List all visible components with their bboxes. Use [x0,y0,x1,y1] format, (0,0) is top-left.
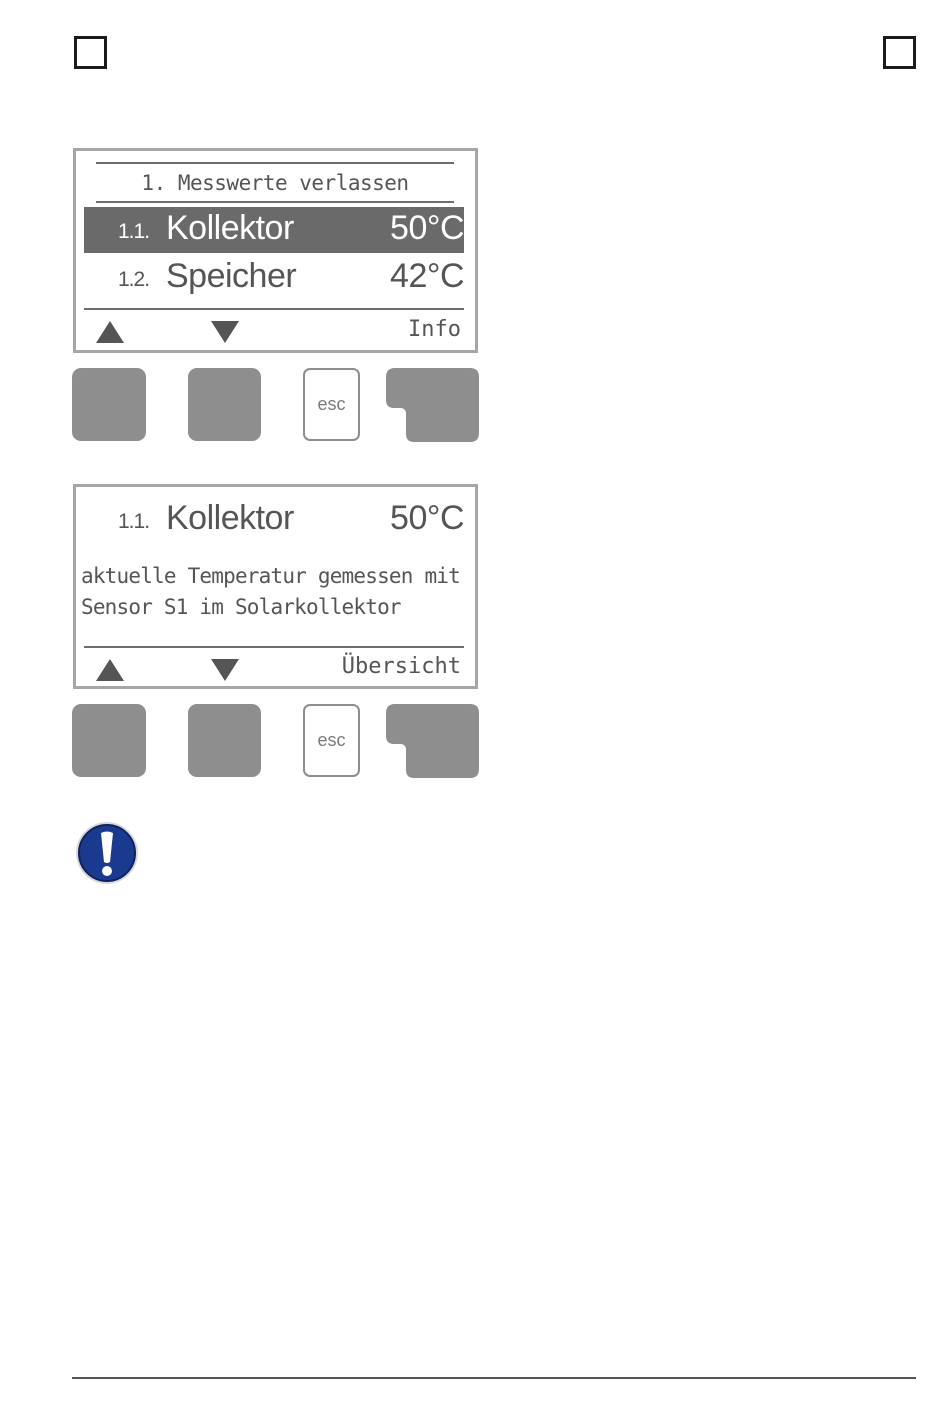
footer-rule [72,1377,916,1379]
exclamation-icon [75,821,139,885]
info-description [81,561,471,623]
row-number: 1.1. [118,220,150,243]
detail-row-kollektor [84,493,464,539]
up-button[interactable] [72,368,146,441]
triangle-down-icon [211,321,239,343]
menu-header: 1. Messwerte verlassen [141,171,409,195]
softkey-rule [84,646,464,648]
menu-row-speicher[interactable] [84,255,464,301]
row-value: 50°C [390,499,464,537]
description-line-1: aktuelle Temperatur gemessen mit [81,564,460,588]
row-label: Kollektor [166,209,294,247]
esc-button[interactable]: esc [303,704,360,777]
description-line-2: Sensor S1 im Solarkollektor [81,595,401,619]
header-top-rule [96,162,454,164]
row-label: Kollektor [166,499,294,537]
row-value: 42°C [390,257,464,295]
softkey-rule [84,308,464,310]
row-label: Speicher [166,257,297,295]
triangle-up-icon [96,659,124,681]
corner-mark-left [74,36,107,69]
menu-row-kollektor[interactable] [84,207,464,253]
triangle-up-icon [96,321,124,343]
ok-button-shape [386,368,479,442]
down-button[interactable] [188,704,261,777]
header-bottom-rule [96,201,454,203]
softkey-overview-label: Übersicht [341,654,461,679]
softkey-info-label: Info [408,317,461,342]
row-value: 50°C [390,209,464,247]
ok-button-shape [386,704,479,778]
display-screen-menu [73,148,478,353]
corner-mark-right [883,36,916,69]
row-number: 1.1. [118,510,150,533]
esc-button[interactable]: esc [303,368,360,441]
display-screen-info [73,484,478,689]
ok-button[interactable] [386,368,479,442]
ok-button[interactable] [386,704,479,778]
up-button[interactable] [72,704,146,777]
row-number: 1.2. [118,268,150,291]
triangle-down-icon [211,659,239,681]
down-button[interactable] [188,368,261,441]
